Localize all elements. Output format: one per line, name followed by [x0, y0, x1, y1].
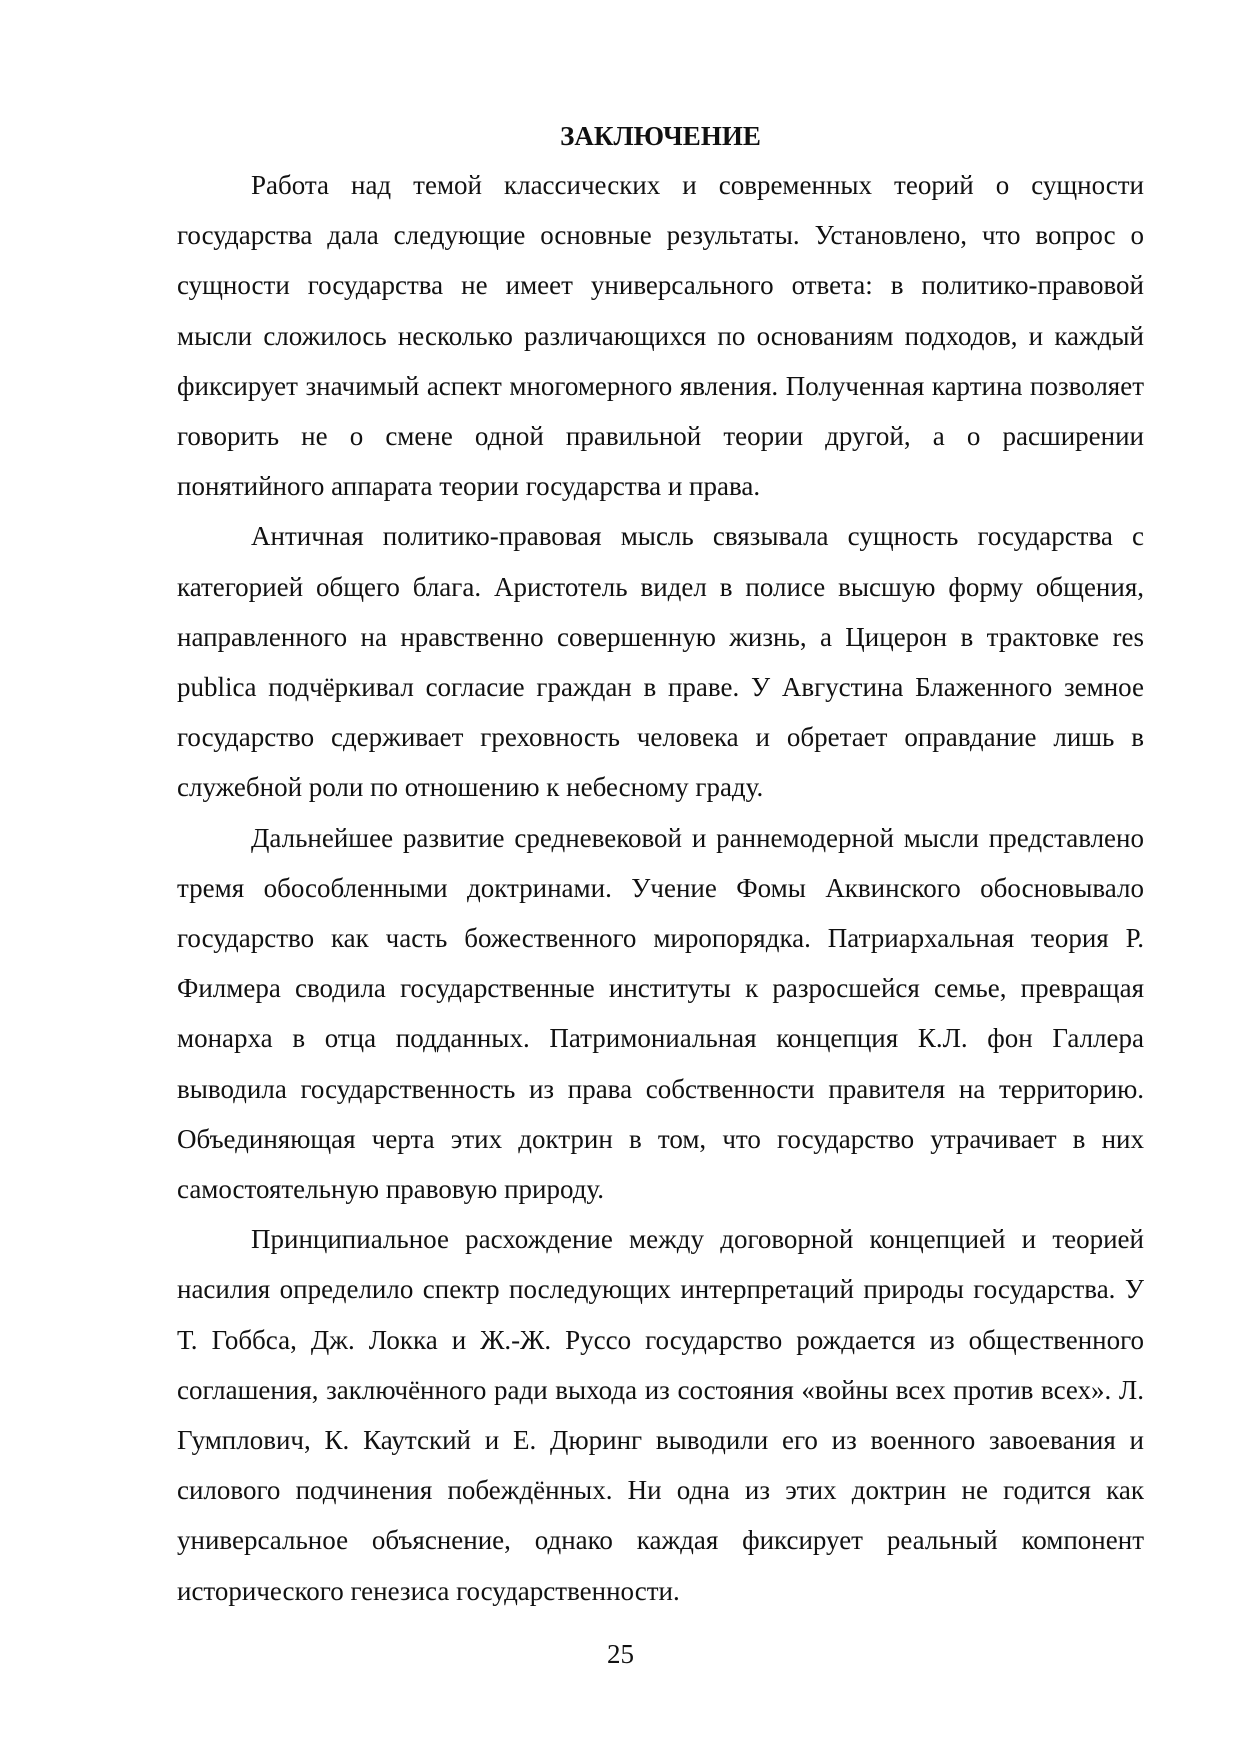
paragraph-3: Дальнейшее развитие средневековой и раннемодерной мысли представлено тремя обособленными доктринами. Учение Фомы Аквинского обосновывало государство как часть божественного миропорядка. Патриархальная теория Р. Филмера сводила государственные институты к разросшейся семье, превращая монарха в отца подданных. Патримониальная концепция К.Л. фон Галлера выводила государственность из права собственности правителя на территорию. Объединяющая черта этих доктрин в том, что государство утрачивает в них самостоятельную правовую природу.: [177, 822, 1144, 1205]
page-content: [177, 112, 1144, 1616]
paragraph-2: Античная политико-правовая мысль связывала сущность государства с категорией общего блага. Аристотель видел в полисе высшую форму общения, направленного на нравственно совершенную жизнь, а Цицерон в трактовке res publica подчёркивал согласие граждан в праве. У Августина Блаженного земное государство сдерживает греховность человека и обретает оправдание лишь в служебной роли по отношению к небесному граду.: [177, 521, 1144, 803]
paragraph-1: Работа над темой классических и современных теорий о сущности государства дала следующие основные результаты. Установлено, что вопрос о сущности государства не имеет универсального ответа: в политико-правовой мысли сложилось несколько различающихся по основаниям подходов, и каждый фиксирует значимый аспект многомерного явления. Полученная картина позволяет говорить не о смене одной правильной теории другой, а о расширении понятийного аппарата теории государства и права.: [177, 170, 1144, 502]
page-number: 25: [607, 1639, 634, 1669]
paragraph-4: Принципиальное расхождение между договорной концепцией и теорией насилия определило спектр последующих интерпретаций природы государства. У Т. Гоббса, Дж. Локка и Ж.-Ж. Руссо государство рождается из общественного соглашения, заключённого ради выхода из состояния «войны всех против всех». Л. Гумплович, К. Каутский и Е. Дюринг выводили его из военного завоевания и силового подчинения побеждённых. Ни одна из этих доктрин не годится как универсальное объяснение, однако каждая фиксирует реальный компонент исторического генезиса государственности.: [177, 1224, 1144, 1606]
section-heading: ЗАКЛЮЧЕНИЕ: [560, 121, 761, 151]
